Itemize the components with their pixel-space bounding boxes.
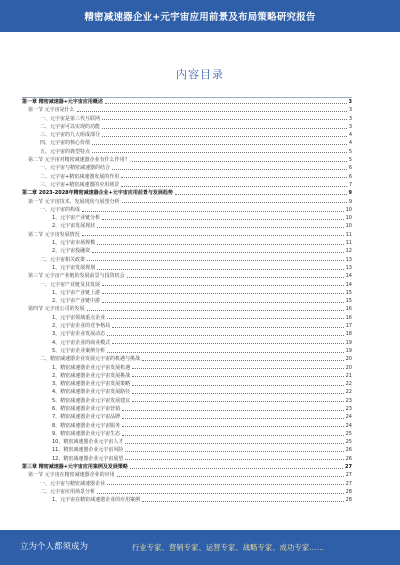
toc-entry-label: 10、精密减速器企业元宇宙人才 (52, 439, 124, 446)
toc-leader-dots (107, 335, 343, 336)
toc-leader-dots (122, 202, 347, 203)
footer-brand: 立为个人都须成为 (20, 542, 89, 552)
toc-entry-page: 18 (345, 331, 352, 338)
toc-entry-label: 二、元宇宙可以实现的功能 (40, 123, 101, 130)
toc-entry-page: 6 (348, 165, 352, 172)
toc-leader-dots (92, 252, 343, 253)
toc-entry-page: 14 (345, 273, 352, 280)
toc-entry[interactable] (22, 256, 352, 264)
toc-entry-label: 1、元宇宙市场规模 (52, 240, 96, 247)
toc-entry[interactable] (22, 239, 352, 247)
toc-entry-label: 4、精密减速器企业元宇宙发展路径 (52, 389, 131, 396)
toc-entry[interactable] (22, 446, 352, 454)
toc-entry[interactable] (22, 413, 352, 421)
toc-entry-page: 17 (345, 323, 352, 330)
toc-leader-dots (102, 128, 347, 129)
toc-leader-dots (112, 343, 343, 344)
toc-entry-label: 第一章 精密减速器+元宇宙应用概述 (22, 99, 103, 105)
toc-entry-label: 第二节 元宇宙对精密减速器企业有什么作用？ (28, 157, 130, 164)
toc-entry-label: 四、元宇宙的核心价值 (40, 140, 91, 147)
toc-entry-label: 2、元宇宙发展现状 (52, 223, 96, 230)
toc-entry-page: 13 (345, 256, 352, 263)
toc-leader-dots (132, 401, 343, 402)
toc-entry[interactable] (22, 471, 352, 479)
toc-leader-dots (121, 177, 347, 178)
toc-entry-page: 12 (345, 248, 352, 255)
toc-entry-label: 三、元宇宙+精密减速器的应用场景 (40, 181, 120, 188)
toc-entry[interactable] (22, 438, 352, 446)
toc-leader-dots (107, 352, 343, 353)
toc-entry-page: 3 (348, 99, 352, 105)
toc-entry[interactable] (22, 397, 352, 405)
toc-entry-page: 22 (345, 389, 352, 396)
toc-entry[interactable] (22, 189, 352, 197)
toc-entry-label: 第一节 元宇宙技术、发展现状与展望分析 (28, 198, 120, 205)
toc-leader-dots (92, 152, 347, 153)
toc-entry-label: 二、元宇宙+精密减速器发展的作用 (40, 173, 120, 180)
toc-leader-dots (132, 393, 343, 394)
toc-entry-page: 4 (348, 132, 352, 139)
toc-entry[interactable] (22, 297, 352, 305)
toc-leader-dots (97, 227, 343, 228)
toc-entry-page: 16 (345, 314, 352, 321)
toc-entry-page: 15 (345, 289, 352, 296)
toc-entry-label: 第三章 精密减速器+元宇宙应用案例及发展策略 (22, 464, 128, 471)
toc-entry-label: 5、精密减速器企业元宇宙发展建议 (52, 397, 131, 404)
toc-entry-label: 1、元宇宙领域重点企业 (52, 314, 106, 321)
toc-entry-label: 3、元宇宙企业发展动态 (52, 331, 106, 338)
toc-entry[interactable] (22, 463, 352, 471)
toc-entry-page: 15 (345, 298, 352, 305)
toc-entry-label: 1、元宇宙发展规划 (52, 264, 96, 271)
toc-entry-page: 27 (345, 480, 352, 487)
toc-entry[interactable] (22, 405, 352, 413)
toc-entry-label: 7、精密减速器企业元宇宙品牌 (52, 414, 121, 421)
toc-entry-page: 26 (345, 447, 352, 454)
toc-entry[interactable] (22, 164, 352, 172)
toc-entry-page: 13 (345, 264, 352, 271)
toc-entry[interactable] (22, 181, 352, 189)
toc-entry[interactable] (22, 289, 352, 297)
toc-entry-page: 5 (348, 157, 352, 164)
toc-leader-dots (132, 376, 343, 377)
toc-entry-page: 10 (345, 215, 352, 222)
toc-entry[interactable] (22, 156, 352, 164)
toc-entry[interactable] (22, 480, 352, 488)
toc-entry[interactable] (22, 314, 352, 322)
toc-entry[interactable] (22, 380, 352, 388)
footer-band (0, 530, 400, 565)
toc-entry[interactable] (22, 455, 352, 463)
toc-entry-page: 20 (345, 356, 352, 363)
toc-entry[interactable] (22, 198, 352, 206)
toc-entry[interactable] (22, 388, 352, 396)
toc-entry[interactable] (22, 339, 352, 347)
toc-entry[interactable] (22, 347, 352, 355)
toc-leader-dots (92, 144, 347, 145)
toc-leader-dots (132, 385, 343, 386)
toc-entry-label: 1、元宇宙在精密减速器企业的应用案例 (52, 497, 141, 504)
toc-entry[interactable] (22, 222, 352, 230)
toc-entry-page: 24 (345, 422, 352, 429)
toc-entry-page: 26 (345, 455, 352, 462)
toc-leader-dots (125, 451, 343, 452)
toc-entry-page: 23 (345, 397, 352, 404)
toc-entry-label: 12、精密减速器企业元宇宙展望 (52, 455, 124, 462)
toc-leader-dots (97, 493, 344, 494)
toc-entry-page: 19 (345, 347, 352, 354)
toc-leader-dots (122, 418, 343, 419)
toc-leader-dots (175, 194, 347, 195)
toc-entry-page: 10 (345, 223, 352, 230)
toc-leader-dots (82, 235, 344, 236)
toc-entry-label: 第一节 元宇宙在精密减速器企业的应用 (28, 472, 115, 479)
toc-entry-page: 16 (345, 306, 352, 313)
toc-leader-dots (102, 119, 347, 120)
toc-entry-page: 27 (345, 464, 352, 471)
report-header (0, 0, 400, 32)
toc-entry-page: 25 (345, 439, 352, 446)
toc-leader-dots (142, 501, 343, 502)
toc-leader-dots (87, 260, 344, 261)
toc-entry-label: 2、元宇宙产业链中游 (52, 298, 101, 305)
toc-entry-label: 五、元宇宙的典型特点 (40, 148, 91, 155)
toc-entry-label: 一、元宇宙与精密减速器企业 (40, 480, 106, 487)
toc-entry[interactable] (22, 305, 352, 313)
toc-leader-dots (112, 327, 343, 328)
toc-entry[interactable] (22, 123, 352, 131)
toc-leader-dots (122, 435, 343, 436)
toc-leader-dots (127, 277, 344, 278)
toc-entry[interactable] (22, 148, 352, 156)
toc-entry-page: 3 (348, 107, 352, 114)
report-title: 精密减速器企业+元宇宙应用前景及布局策略研究报告 (84, 12, 316, 23)
toc-entry[interactable] (22, 322, 352, 330)
toc-entry-label: 第四节 元宇宙公司的发展 (28, 306, 85, 313)
toc-entry-page: 7 (348, 181, 352, 188)
toc-entry-page: 11 (345, 231, 352, 238)
toc-entry-label: 1、精密减速器企业元宇宙发展机遇 (52, 364, 131, 371)
toc-entry-page: 5 (348, 148, 352, 155)
toc-entry-label: 二、元宇宙相关政策 (40, 256, 86, 263)
toc-leader-dots (77, 111, 347, 112)
toc-leader-dots (132, 161, 347, 162)
toc-entry[interactable] (22, 372, 352, 380)
toc-entry-label: 第二节 元宇宙发展情况 (28, 231, 80, 238)
toc-entry-label: 第三节 元宇宙产业链的发展前景与投资机会 (28, 273, 125, 280)
toc-leader-dots (105, 103, 347, 104)
toc-entry-page: 11 (345, 240, 352, 247)
toc-entry-label: 一、元宇宙是第三代互联网 (40, 115, 101, 122)
toc-entry-label: 6、精密减速器企业元宇宙营销 (52, 405, 121, 412)
toc-entry-label: 4、元宇宙企业的商业模式 (52, 339, 111, 346)
toc-entry-label: 2、元宇宙投融资 (52, 248, 91, 255)
toc-entry-label: 一、元宇宙的构成 (40, 206, 81, 213)
toc-entry[interactable] (22, 272, 352, 280)
toc-leader-dots (97, 244, 343, 245)
footer-slogan: 行业专家、营销专家、运营专家、战略专家、成功专家…… (132, 543, 325, 552)
toc-entry-label: 第二章 2023-2028年精密减速器企业+元宇宙应用前景与发展趋势 (22, 190, 173, 197)
toc-leader-dots (125, 443, 343, 444)
toc-leader-dots (102, 219, 343, 220)
toc-entry-label: 二、精密减速器企业发展元宇宙的机遇与挑战 (40, 356, 141, 363)
toc-entry-label: 3、精密减速器企业元宇宙发展策略 (52, 381, 131, 388)
toc-entry-label: 8、精密减速器企业元宇宙服务 (52, 422, 121, 429)
toc-entry[interactable] (22, 330, 352, 338)
toc-entry[interactable] (22, 247, 352, 255)
toc-entry-page: 14 (345, 281, 352, 288)
toc-entry[interactable] (22, 173, 352, 181)
toc-entry-page: 22 (345, 381, 352, 388)
toc-entry-label: 2、精密减速器企业元宇宙发展挑战 (52, 372, 131, 379)
toc-entry-label: 9、精密减速器企业元宇宙生态 (52, 430, 121, 437)
toc-leader-dots (122, 426, 343, 427)
toc-entry-page: 20 (345, 364, 352, 371)
toc-title: 内容目录 (176, 68, 224, 81)
toc-entry-page: 19 (345, 339, 352, 346)
toc-leader-dots (121, 186, 347, 187)
toc-entry[interactable] (22, 355, 352, 363)
toc-leader-dots (102, 285, 344, 286)
toc-leader-dots (107, 484, 344, 485)
toc-entry[interactable] (22, 131, 352, 139)
toc-leader-dots (125, 459, 343, 460)
toc-entry-page: 23 (345, 405, 352, 412)
toc-entry[interactable] (22, 422, 352, 430)
toc-entry-page: 3 (348, 123, 352, 130)
toc-entry-label: 11、精密减速器企业元宇宙风险 (52, 447, 124, 454)
toc-leader-dots (102, 302, 343, 303)
toc-entry-label: 二、元宇宙应用场景分析 (40, 488, 96, 495)
table-of-contents (22, 98, 352, 505)
toc-entry-page: 9 (348, 198, 352, 205)
toc-entry-label: 一、元宇宙产业链及其发展 (40, 281, 101, 288)
toc-leader-dots (102, 136, 347, 137)
toc-leader-dots (107, 318, 343, 319)
toc-leader-dots (142, 360, 344, 361)
toc-entry-label: 三、元宇宙的九大组成部分 (40, 132, 101, 139)
toc-leader-dots (87, 310, 344, 311)
toc-leader-dots (122, 410, 343, 411)
toc-entry[interactable] (22, 496, 352, 504)
toc-entry-page: 28 (345, 497, 352, 504)
toc-entry-page: 9 (348, 190, 352, 197)
toc-entry[interactable] (22, 206, 352, 214)
toc-leader-dots (97, 269, 343, 270)
toc-entry[interactable] (22, 115, 352, 123)
toc-entry[interactable] (22, 281, 352, 289)
toc-entry-page: 24 (345, 414, 352, 421)
toc-entry[interactable] (22, 488, 352, 496)
toc-entry-label: 2、元宇宙企业的竞争格局 (52, 323, 111, 330)
toc-entry[interactable] (22, 106, 352, 114)
toc-entry[interactable] (22, 430, 352, 438)
toc-entry[interactable] (22, 214, 352, 222)
toc-entry-page: 10 (345, 206, 352, 213)
toc-entry-page: 21 (345, 372, 352, 379)
toc-entry-label: 一、元宇宙与精密减速器的结合 (40, 165, 111, 172)
toc-entry-label: 1、元宇宙产业链上游 (52, 289, 101, 296)
toc-entry[interactable] (22, 139, 352, 147)
toc-leader-dots (82, 211, 344, 212)
toc-entry-page: 4 (348, 140, 352, 147)
toc-entry-page: 3 (348, 115, 352, 122)
toc-entry-page: 27 (345, 472, 352, 479)
toc-entry-label: 1、元宇宙产业链分析 (52, 215, 101, 222)
toc-entry-page: 6 (348, 173, 352, 180)
toc-entry[interactable] (22, 231, 352, 239)
toc-leader-dots (112, 169, 347, 170)
toc-entry-page: 28 (345, 488, 352, 495)
toc-entry-label: 第一节 元宇宙是什么 (28, 107, 75, 114)
toc-leader-dots (130, 468, 343, 469)
toc-entry[interactable] (22, 364, 352, 372)
toc-entry[interactable] (22, 98, 352, 106)
toc-leader-dots (132, 368, 343, 369)
toc-entry-label: 5、元宇宙企业案例分析 (52, 347, 106, 354)
toc-entry-page: 25 (345, 430, 352, 437)
toc-entry[interactable] (22, 264, 352, 272)
toc-leader-dots (117, 476, 344, 477)
toc-leader-dots (102, 293, 343, 294)
